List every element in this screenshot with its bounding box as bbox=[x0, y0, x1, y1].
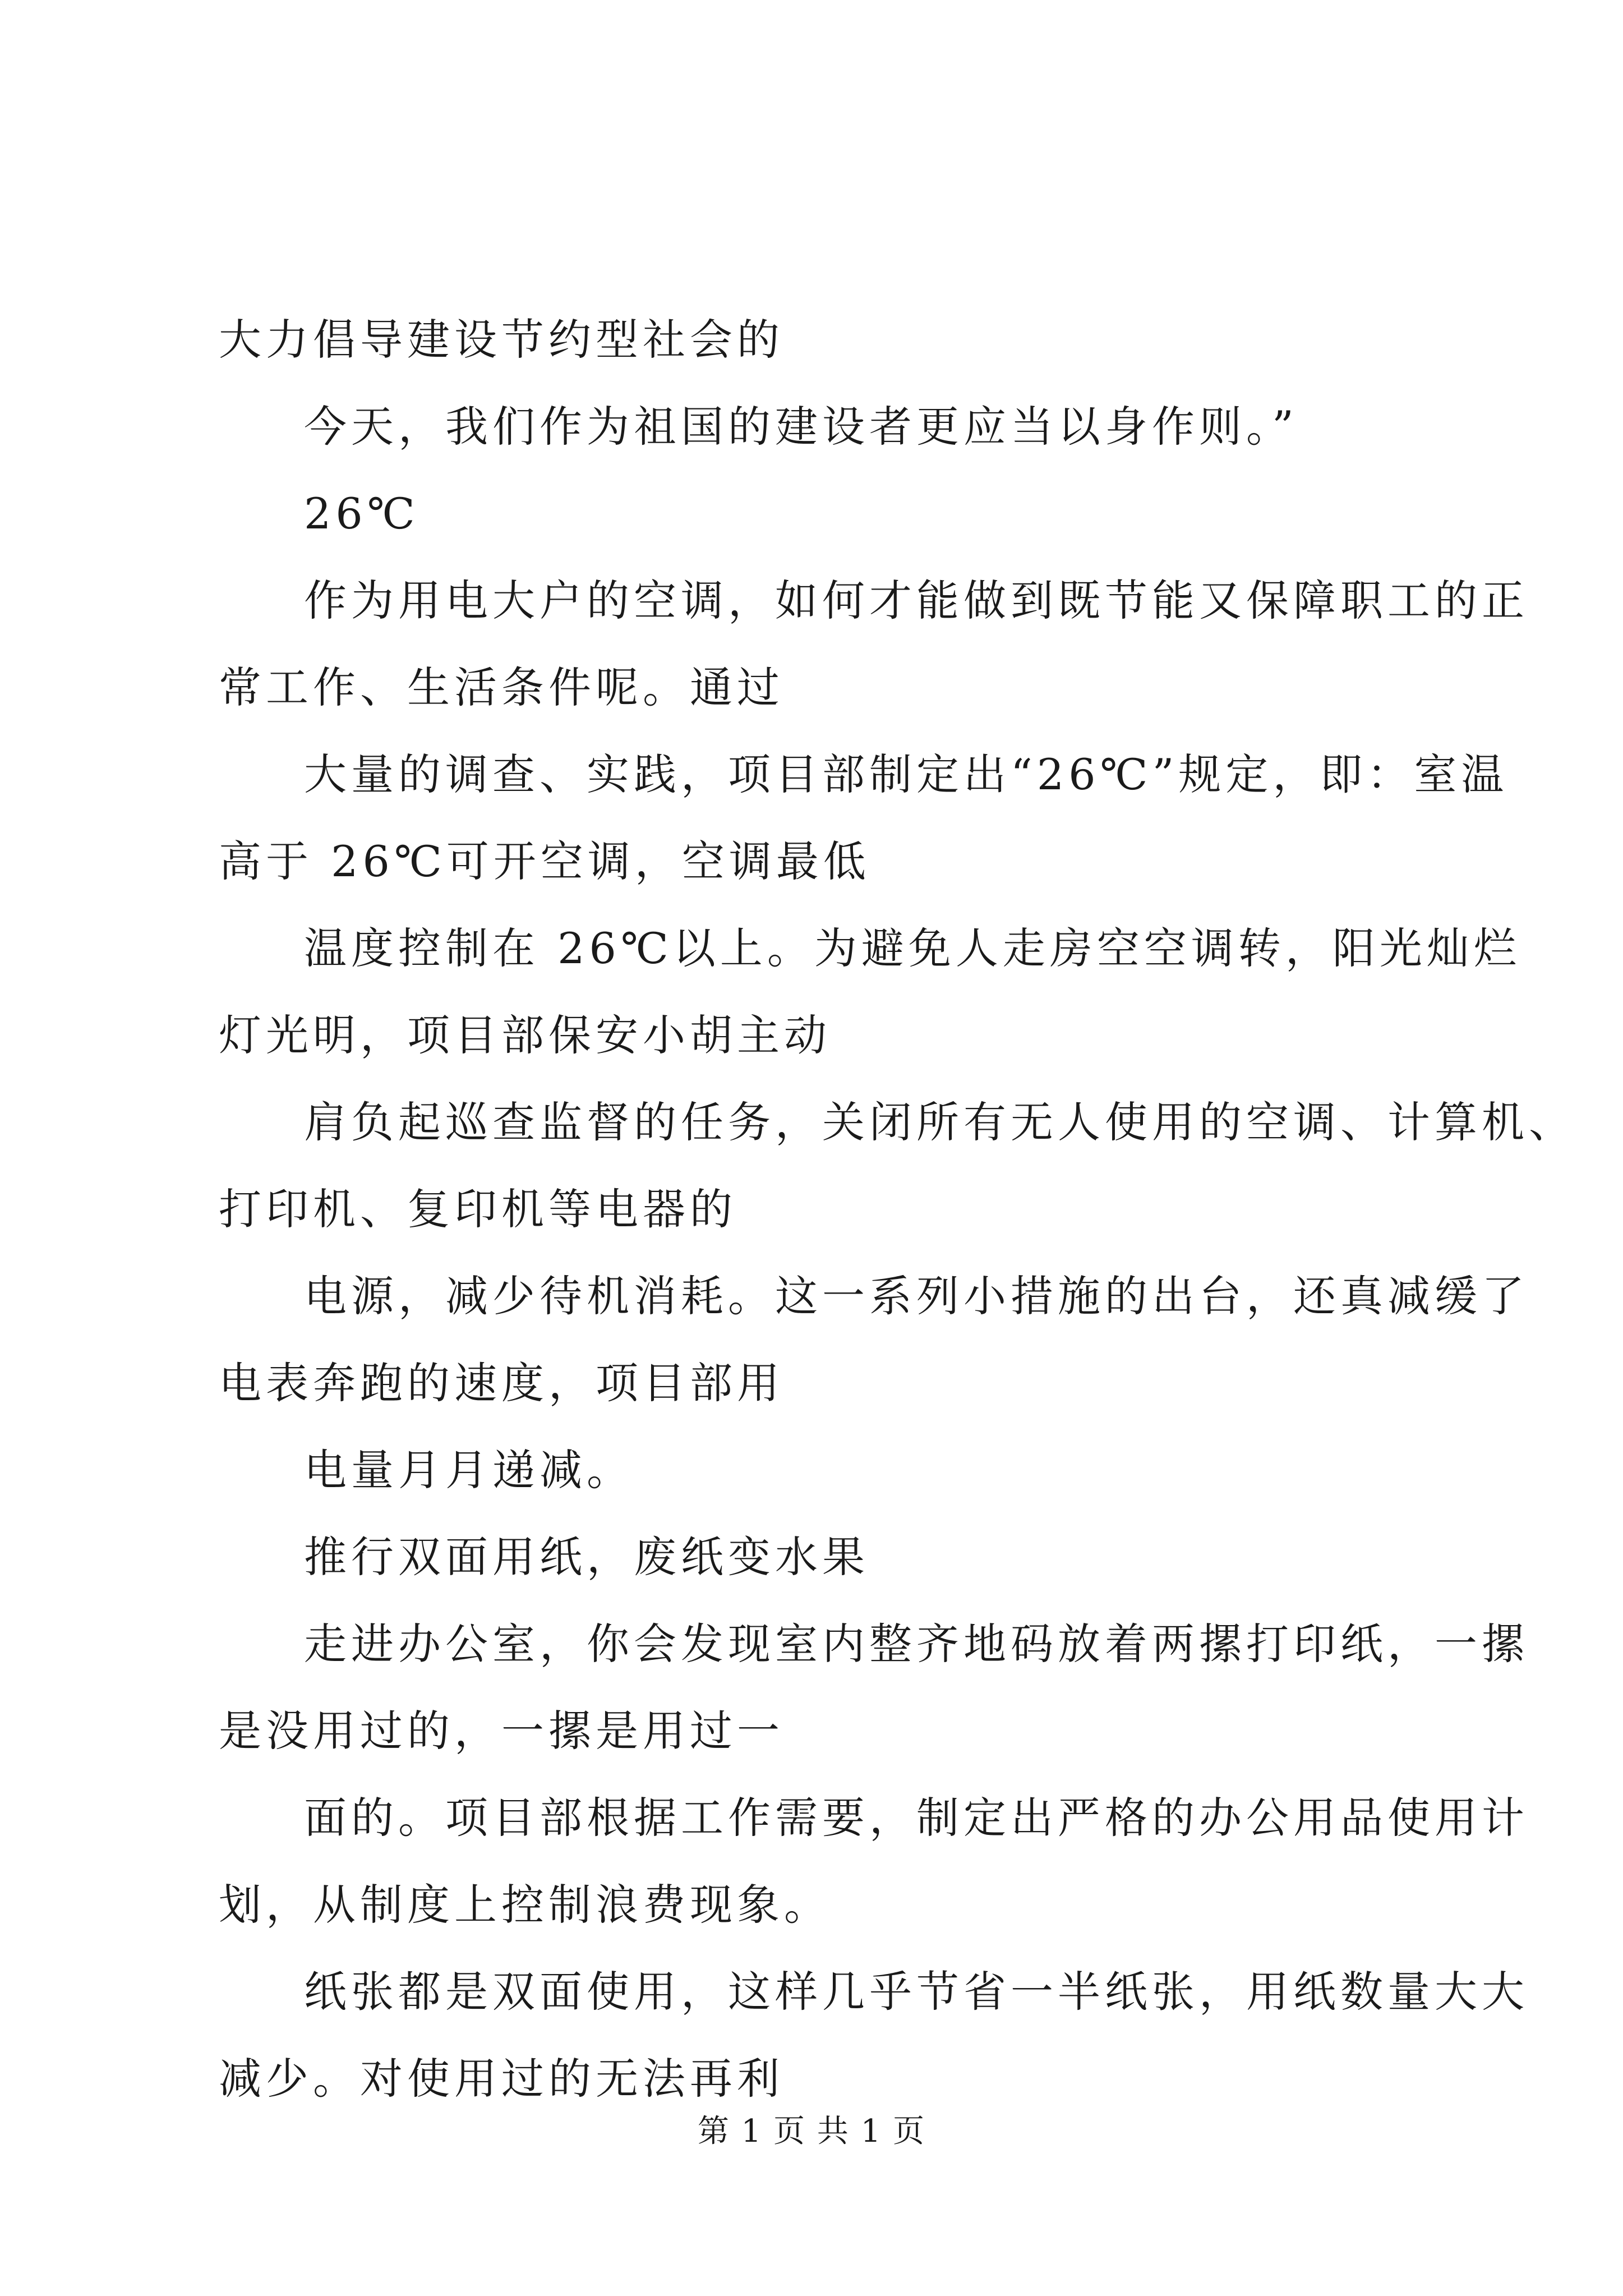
text-line: 26℃ bbox=[304, 489, 419, 539]
text-line: 灯光明，项目部保安小胡主动 bbox=[219, 1010, 831, 1060]
text-line: 推行双面用纸，废纸变水果 bbox=[304, 1532, 869, 1582]
text-line: 划，从制度上控制浪费现象。 bbox=[219, 1880, 831, 1930]
text-line: 纸张都是双面使用，这样几乎节省一半纸张，用纸数量大大 bbox=[304, 1967, 1529, 2017]
text-line: 大量的调查、实践，项目部制定出“26℃”规定，即：室温 bbox=[304, 749, 1509, 799]
text-line: 肩负起巡查监督的任务，关闭所有无人使用的空调、计算机、 bbox=[304, 1097, 1576, 1147]
text-line: 温度控制在 26℃以上。为避免人走房空空调转，阳光灿烂 bbox=[304, 923, 1521, 973]
document-body bbox=[219, 296, 1576, 2122]
text-line: 面的。项目部根据工作需要，制定出严格的办公用品使用计 bbox=[304, 1793, 1529, 1843]
page-footer: 第 1 页 共 1 页 bbox=[697, 2113, 926, 2150]
text-line: 减少。对使用过的无法再利 bbox=[219, 2054, 784, 2104]
text-line: 电源，减少待机消耗。这一系列小措施的出台，还真减缓了 bbox=[304, 1271, 1529, 1321]
text-line: 打印机、复印机等电器的 bbox=[219, 1184, 737, 1234]
text-line: 电表奔跑的速度，项目部用 bbox=[219, 1358, 784, 1408]
text-line: 是没用过的，一摞是用过一 bbox=[219, 1706, 784, 1756]
text-line: 电量月月递减。 bbox=[304, 1445, 634, 1495]
text-line: 常工作、生活条件呢。通过 bbox=[219, 662, 784, 712]
text-line: 今天，我们作为祖国的建设者更应当以身作则。” bbox=[304, 402, 1298, 452]
text-line: 走进办公室，你会发现室内整齐地码放着两摞打印纸，一摞 bbox=[304, 1619, 1529, 1669]
text-line: 高于 26℃可开空调，空调最低 bbox=[219, 836, 870, 886]
text-line: 大力倡导建设节约型社会的 bbox=[219, 315, 784, 365]
text-line: 作为用电大户的空调，如何才能做到既节能又保障职工的正 bbox=[304, 576, 1529, 625]
